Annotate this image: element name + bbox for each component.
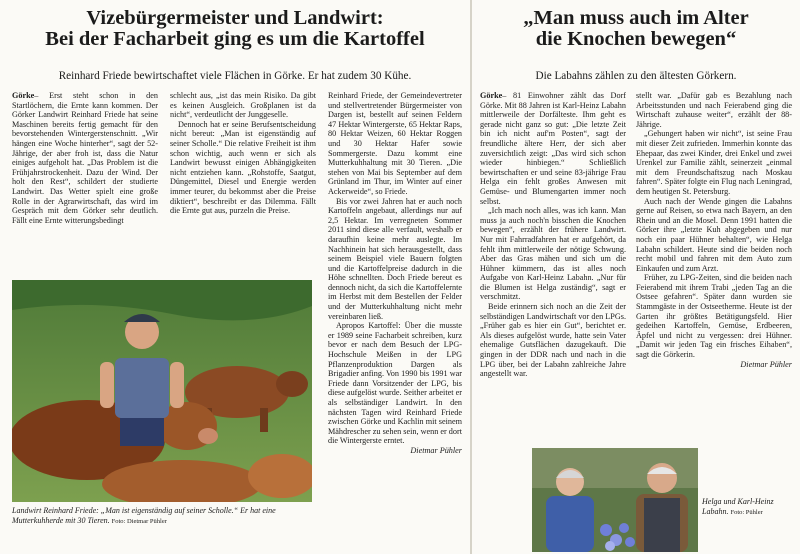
left-dateline: Görke <box>12 91 35 100</box>
right-photo-caption <box>702 497 796 517</box>
left-photo-credit: Foto: Dietmar Pühler <box>111 517 167 525</box>
right-caption-text: Helga und Karl-Heinz Labahn. <box>702 497 774 516</box>
right-author: Dietmar Pühler <box>740 359 792 369</box>
right-headline-line-2: die Knochen bewegen“ <box>535 28 737 50</box>
couple-photo <box>532 448 698 552</box>
right-photo-credit: Foto: Pühler <box>730 508 763 516</box>
right-col2-paragraph: Früher, zu LPG-Zeiten, sind die beiden nach Feierabend mit ihrem Trabi „jeden Tag an die Ostsee gefahren“. Später dann wurden sie Stammgäste in der Ostseetherme. Heute ist der Garten ihr größtes Betätigungsfeld. Hier gedeihen Kartoffeln, Gemüse, Erdbeeren, Äpfel und nicht zu vergessen: drei Hühner. „Damit wir jeden Tag ein frisches Eihaben“, sagt die Görkerin. <box>636 273 792 360</box>
right-col2-paragraph: „Gehungert haben wir nicht“, ist seine Frau mit dieser Zeit zufrieden. Immerhin konnte das Ehepaar, das zwei Kinder, drei Enkel und zwei Urenkel zur Familie zählt, seinerzeit „einmal mit dem Freundschaftszug nach Moskau fahren“. Später folgte ein Flug nach Leningrad, dem heutigen St. Petersburg. <box>636 129 792 196</box>
left-column-1 <box>12 91 158 281</box>
right-col2-paragraph: Auch nach der Wende gingen die Labahns gerne auf Reisen, so etwa nach Bayern, an den Rhein und an die Mosel. Denn 1991 hatten die Görker ihre „letzte Kuh abgegeben und nur noch ein paar Hühner behalten“, wie Helga Labahn schildert. Heute sind die beiden noch recht mobil und fahren mit dem Auto zum Einkaufen und zum Arzt. <box>636 196 792 273</box>
farmer-cattle-photo <box>12 280 312 502</box>
right-col1-paragraph: Beide erinnern sich noch an die Zeit der selbständigen Landwirtschaft vor den LPGs. „Früher gab es hier ein Gut“, berichtet er. Als dieses aufgelöst wurde, hatte sein Vater ehemalige Gutsflächen dazugekauft. Die gingen in der DDR nach und nach in die LPG über, bei der Labahn zahlreiche Jahre angestellt war. <box>480 302 626 379</box>
left-column-2 <box>170 91 316 281</box>
right-subheadline: Die Labahns zählen zu den ältesten Görkern. <box>535 70 737 82</box>
left-col3-paragraph: Apropos Kartoffel: Über die musste er 1989 seine Facharbeit schreiben, kurz bevor er nach dem Besuch der LPG-Hochschule Meißen in der LPG Pflanzenproduktion Dargen als Brigadier anfing. Von 1990 bis 1991 war Friede dann Vorsitzender der LPG, bis diese aufgelöst wurde. Seither arbeitet er als selbständiger Landwirt. In den nächsten Tagen wird Reinhard Friede zwischen Görke und Kachlin mit seinem Mähdrescher zu sehen sein, wenn er dort die Wintergerste erntet. <box>328 321 462 446</box>
right-headline <box>476 8 796 50</box>
left-col3-paragraph: Bis vor zwei Jahren hat er auch noch Kartoffeln angebaut, allerdings nur auf 2,5 Hektar. Im verregneten Sommer 2011 sind diese alle verfault, weshalb er daraufhin keine mehr auslegte. Im Nachhinein hat sich herausgestellt, dass seinem Beispiel viele Bauern folgten und die Kartoffelpreise dadurch in die Höhe schnellten. Doch Friede bereut es dennoch nicht, da sich die Kartoffelernte im Herbst mit dem Bestellen der Felder und der Mutterkuhhaltung nicht mehr vereinbaren ließ. <box>328 196 462 321</box>
left-column-3 <box>328 91 462 531</box>
left-headline <box>4 8 466 50</box>
left-photo-caption <box>12 506 312 526</box>
left-col3-paragraph: Reinhard Friede, der Gemeindevertreter und stellvertretender Bürgermeister von Dargen ist, bestellt auf seinen Feldern 47 Hektar Wintergerste, 65 Hektar Raps, 80 Hektar Weizen, 60 Hektar Roggen und 30 Hektar Hafer sowie Sommergerste. Dazu kommt eine Mutterkuhhaltung mit 30 Tieren. „Die stehen von Mai bis September auf dem Grünland im Thur, im Winter auf einer Ackerweide“, so Friede. <box>328 91 462 196</box>
left-col2-paragraph: Dennoch hat er seine Berufsentscheidung nicht bereut: „Man ist eigenständig auf seiner Scholle.“ Die relative Freiheit ist ihm schon wichtig, auch wenn er sich als Landwirt bewusst einigen Abhängigkeiten nicht entziehen kann. „Rohstoffe, Saatgut, Düngemittel, Diesel und Energie werden immer teurer, du bekommst aber die Preise diktiert“, beschreibt er das Dilemma. Fällt die Ernte gut aus, purzeln die Preise. <box>170 119 316 216</box>
left-col1-text: – Erst steht schon in den Startlöchern, die Ernte kann kommen. Der Görker Landwirt Reinhard Friede hat seine Maschinen bereits fertig gemacht für den bevorstehenden Wintergerstenschnitt. „Wir hängen eine Woche hinterher“, sagt der 52-Jährige, der aber froh ist, dass die Natur einiges aufgeholt hat. „Das Problem ist die Frühjahrstrockenheit. Dazu der Wind. Der holt den Rest“, schildert der studierte Landwirt. Das Wetter spielt eine große Rolle in der Agrarwirtschaft, das wird im Gespräch mit dem Görker sehr deutlich. Fällt eine Ernte witterungsbedingt <box>12 91 158 225</box>
right-column-2 <box>636 91 792 471</box>
left-headline-line-1: Vizebürgermeister und Landwirt: <box>86 7 384 29</box>
right-article <box>472 0 800 554</box>
right-col1-text: – 81 Einwohner zählt das Dorf Görke. Mit 88 Jahren ist Karl-Heinz Labahn mittlerweile der Dorfälteste. Ihm geht es gerade nicht ganz so gut: „Die letzte Zeit bin ich nicht auf'm Posten“, sagt der freundliche ältere Herr, der sich aber zuversichtlich zeigt: „Das wird sich schon wieder hinbiegen.“ Schließlich bewirtschaften er und seine 83-jährige Frau Helga ein fehlt großes Anwesen mit Gemüse- und Blumengarten immer noch selbst. <box>480 91 626 206</box>
right-col1-paragraph: „Ich mach noch alles, was ich kann. Man muss ja auch noch'n bisschen die Knochen bewegen“, erzählt der frühere Landwirt. Nur mit Fahrradfahren hat er aufgehört, da fehlt ihm mittlerweile der nötige Schwung. Aber das Gras mähen und sich um die Hühner kümmern, das ist alles noch Aufgabe von Karl-Heinz Labahn. „Nur für die Blumen ist Helga zuständig“, sagt er verschmitzt. <box>480 206 626 302</box>
left-col2-paragraph: schlecht aus, „ist das mein Risiko. Da gibt es keinen Ausgleich. Großplanen ist da nicht“, verdeutlicht der Junggeselle. <box>170 91 316 120</box>
left-caption-text: Landwirt Reinhard Friede: „Man ist eigenständig auf seiner Scholle.“ Er hat eine Mutterkuhherde mit 30 Tieren. <box>12 506 276 525</box>
right-headline-line-1: „Man muss auch im Alter <box>523 7 749 29</box>
left-headline-line-2: Bei der Facharbeit ging es um die Kartoffel <box>45 28 425 50</box>
left-subheadline: Reinhard Friede bewirtschaftet viele Flächen in Görke. Er hat zudem 30 Kühe. <box>58 70 412 82</box>
right-col2-paragraph: stellt war. „Dafür gab es Bezahlung nach Arbeitsstunden und nach Feierabend ging die Wirtschaft zuhause weiter“, erzählt der 88-Jährige. <box>636 91 792 129</box>
right-dateline: Görke <box>480 91 503 100</box>
left-author: Dietmar Pühler <box>410 445 462 455</box>
